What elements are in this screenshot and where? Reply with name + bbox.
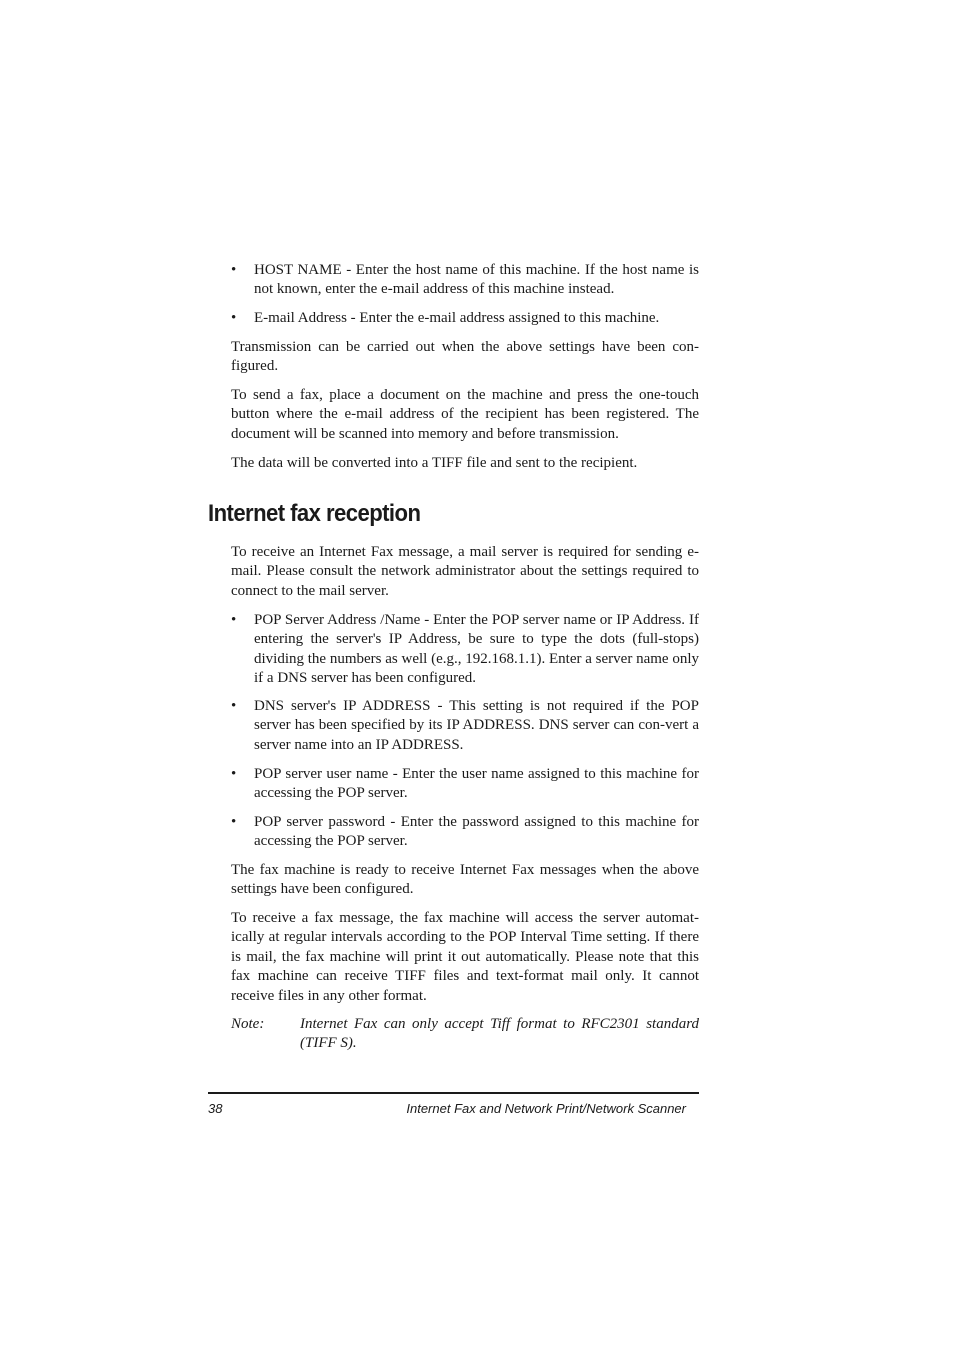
bullet-text: POP Server Address /Name - Enter the POP server name or IP Address. If entering the server's IP Address, be sure to type the dots (full-stops) dividing the numbers as well (e.g., 192.168.1.1). Enter a server name only if a DNS server has been configured. [254, 612, 699, 687]
page-number: 38 [208, 1101, 223, 1116]
bullet-host-name [231, 261, 699, 300]
bullet-pop-server-address [231, 611, 699, 689]
bullet-text: POP server user name - Enter the user name assigned to this machine for accessing the POP server. [254, 766, 699, 802]
bullet-text: HOST NAME - Enter the host name of this machine. If the host name is not known, enter the e-mail address of this machine instead. [254, 262, 699, 298]
bullet-email-address [231, 309, 699, 328]
bullet-pop-user-name [231, 765, 699, 804]
bullet-dot: • [231, 262, 237, 278]
bullet-dot: • [231, 766, 237, 782]
bullet-dot: • [231, 612, 237, 628]
footer-rule [208, 1092, 699, 1094]
paragraph-tiff-conversion: The data will be converted into a TIFF file and sent to the recipient. [231, 455, 638, 471]
section-heading: Internet fax reception [208, 500, 421, 527]
paragraph-send-fax: To send a fax, place a document on the machine and press the one-touch button where the e-mail address of the recipient has been registered. The document will be scanned into memory and before transmission. [231, 387, 699, 442]
bullet-text: DNS server's IP ADDRESS - This setting is not required if the POP server has been specified by its IP ADDRESS. DNS server can con-vert a server name into an IP ADDRESS. [254, 698, 699, 753]
bullet-pop-password [231, 813, 699, 852]
note-label: Note: [231, 1016, 265, 1032]
bullet-text: POP server password - Enter the password assigned to this machine for accessing the POP server. [254, 814, 699, 850]
paragraph-reception-intro: To receive an Internet Fax message, a mail server is required for sending e-mail. Please consult the network administrator about the settings required to connect to the mail server. [231, 544, 699, 599]
bullet-dot: • [231, 698, 237, 714]
paragraph-ready-to-receive: The fax machine is ready to receive Internet Fax messages when the above settings have been configured. [231, 862, 699, 898]
bullet-dot: • [231, 814, 237, 830]
note-block [231, 1015, 699, 1054]
bullet-dns-server [231, 697, 699, 755]
note-text: Internet Fax can only accept Tiff format to RFC2301 standard (TIFF S). [300, 1016, 699, 1052]
paragraph-transmission: Transmission can be carried out when the above settings have been con-figured. [231, 339, 699, 375]
paragraph-receive-process: To receive a fax message, the fax machine will access the server automat-ically at regular intervals according to the POP Interval Time setting. If there is mail, the fax machine will print it out automatically. Please note that this fax machine can receive TIFF files and text-format mail only. It cannot receive files in any other format. [231, 910, 699, 1004]
bullet-text: E-mail Address - Enter the e-mail address assigned to this machine. [254, 310, 660, 326]
footer-title: Internet Fax and Network Print/Network Scanner [406, 1101, 686, 1116]
bullet-dot: • [231, 310, 237, 326]
